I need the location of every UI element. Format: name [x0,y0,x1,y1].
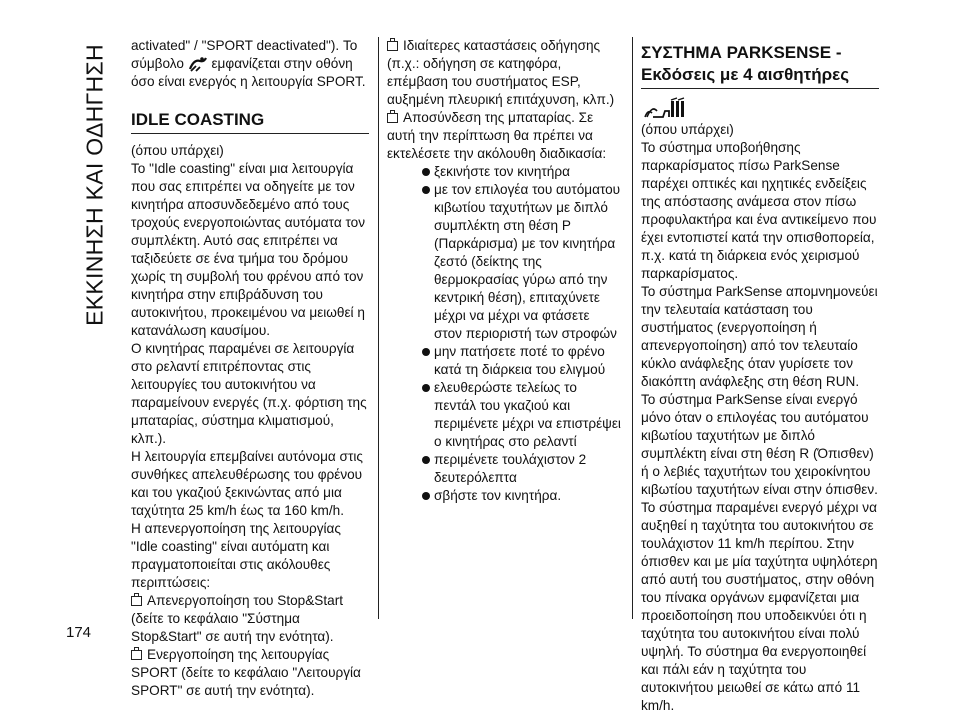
paragraph: (όπου υπάρχει) [131,143,224,159]
note-bullet-icon [387,113,398,123]
section-heading-idle-coasting: IDLE COASTING [131,109,369,134]
column-3 [641,42,879,715]
paragraph: Το σύστημα ParkSense απομνημονεύει την τελευταία κατάσταση του συστήματος (ενεργοποίηση ή απενεργοποίηση) από τον τελευταίο κύκλο ανάφλεξης όταν γυρίσετε τον διακόπτη ανάφλεξης στη θέση RUN. [641,284,878,389]
note-bullet-icon [131,650,142,660]
column-divider [378,37,379,619]
parksense-sensor-icon [643,97,689,119]
procedure-step: με τον επιλογέα του αυτόματου κιβωτίου ταχυτήτων με διπλό συμπλέκτη στη θέση P (Παρκάρισμα) με τον κινητήρα ζεστό (δείκτης της θερμοκρασίας γύρω από την κεντρική θέση), επιταχύνετε μέχρι να μέχρι να φτάσετε στον περιοριστή των στροφών [387,181,621,343]
note-item: Ιδιαίτερες καταστάσεις οδήγησης (π.χ.: οδήγηση σε κατηφόρα, επέμβαση του συστήματος ESP, αυξημένη πλευρική επιτάχυνση, κλπ.) [387,38,615,107]
column-2 [387,37,621,505]
paragraph: Η απενεργοποίηση της λειτουργίας "Idle coasting" είναι αυτόματη και πραγματοποιείται στις ακόλουθες περιπτώσεις: [131,521,341,591]
intro-line: σύμβολο εμφανίζεται στην οθόνη [131,55,369,73]
paragraph: Το σύστημα υποβοήθησης παρκαρίσματος πίσω ParkSense παρέχει οπτικές και ηχητικές ενδείξεις της απόστασης ανάμεσα στον πίσω προφυλακτήρα και ένα αντικείμενο που έχει εντοπιστεί κατά την οπισθοπορεία, π.χ. κατά τη διάρκεια ενός χειρισμού παρκαρίσματος. [641,140,877,281]
note-item: Απενεργοποίηση του Stop&Start (δείτε το κεφάλαιο "Σύστημα Stop&Start" σε αυτή την ενότητα). [131,593,344,645]
intro-line: activated" / "SPORT deactivated"). Το [131,38,358,53]
procedure-step: ελευθερώστε τελείως το πεντάλ του γκαζιού και περιμένετε μέχρι να επιστρέψει ο κινητήρας στο ρελαντί [387,379,621,451]
procedure-step: μην πατήσετε ποτέ το φρένο κατά τη διάρκεια του ελιγμού [387,343,621,379]
note-bullet-icon [131,596,142,606]
note-item: Αποσύνδεση της μπαταρίας. Σε αυτή την περίπτωση θα πρέπει να εκτελέσετε την ακόλουθη διαδικασία: [387,110,607,161]
procedure-step: περιμένετε τουλάχιστον 2 δευτερόλεπτα [387,451,621,487]
column-1 [131,37,369,700]
section-heading-parksense: ΣΥΣΤΗΜΑ PARKSENSE - Εκδόσεις με 4 αισθητήρες [641,42,879,89]
page-number: 174 [66,624,92,641]
paragraph: Η λειτουργία επεμβαίνει αυτόνομα στις συνθήκες απελευθέρωσης του φρένου και του γκαζιού ξεκινώντας από μια ταχύτητα 25 km/h έως τα 160 km/h. [131,449,363,519]
column-divider [632,37,633,619]
note-bullet-icon [387,41,398,51]
paragraph: Ο κινητήρας παραμένει σε λειτουργία στο ρελαντί επιτρέποντας στις λειτουργίες του αυτοκινήτου να παραμείνουν ενεργές (π.χ. φόρτιση της μπαταρίας, σύστημα κλιματισμού, κλπ.). [131,341,367,447]
procedure-step: ξεκινήστε τον κινητήρα [387,163,621,181]
paragraph: (όπου υπάρχει) [641,122,734,137]
paragraph: Το "Idle coasting" είναι μια λειτουργία που σας επιτρέπει να οδηγείτε με τον κινητήρα αποσυνδεδεμένο από τους τροχούς ενεργοποιώντας αυτόματα τον συμπλέκτη. Αυτό σας επιτρέπει να ταξιδεύετε σε ένα τμήμα του δρόμου χωρίς τη συμβολή του φρένου από τον κινητήρα στην επιβράδυνση του αυτοκινήτου, προκειμένου να μειωθεί η κατανάλωση καυσίμου. [131,161,366,339]
paragraph: Το σύστημα ParkSense είναι ενεργό μόνο όταν ο επιλογέας του αυτόματου κιβωτίου ταχυτήτων με διπλό συμπλέκτη είναι στη θέση R (Όπισθεν) ή ο λεβιές ταχυτήτων του χειροκίνητου κιβωτίου ταχυτήτων είναι στην όπισθεν. Το σύστημα παραμένει ενεργό μέχρι να αυξηθεί η ταχύτητα του αυτοκινήτου σε τουλάχιστον 11 km/h περίπου. Στην όπισθεν και με μία ταχύτητα υψηλότερη από αυτή του συστήματος, στην οθόνη του πίνακα οργάνων εμφανίζεται μια προειδοποίηση που υποδεικνύει ότι η ταχύτητα του αυτοκινήτου είναι πολύ υψηλή. Το σύστημα θα ενεργοποιηθεί και πάλι εάν η ταχύτητα του αυτοκινήτου μειωθεί σε κάτω από 11 km/h. [641,392,878,713]
sport-mode-icon [188,55,208,73]
note-item: Ενεργοποίηση της λειτουργίας SPORT (δείτε το κεφάλαιο "Λειτουργία SPORT" σε αυτή την ενότητα). [131,647,361,699]
section-side-title: ΕΚΚΙΝΗΣΗ ΚΑΙ ΟΔΗΓΗΣΗ [81,44,108,326]
procedure-step: σβήστε τον κινητήρα. [387,487,621,505]
intro-line: όσο είναι ενεργός η λειτουργία SPORT. [131,74,366,90]
